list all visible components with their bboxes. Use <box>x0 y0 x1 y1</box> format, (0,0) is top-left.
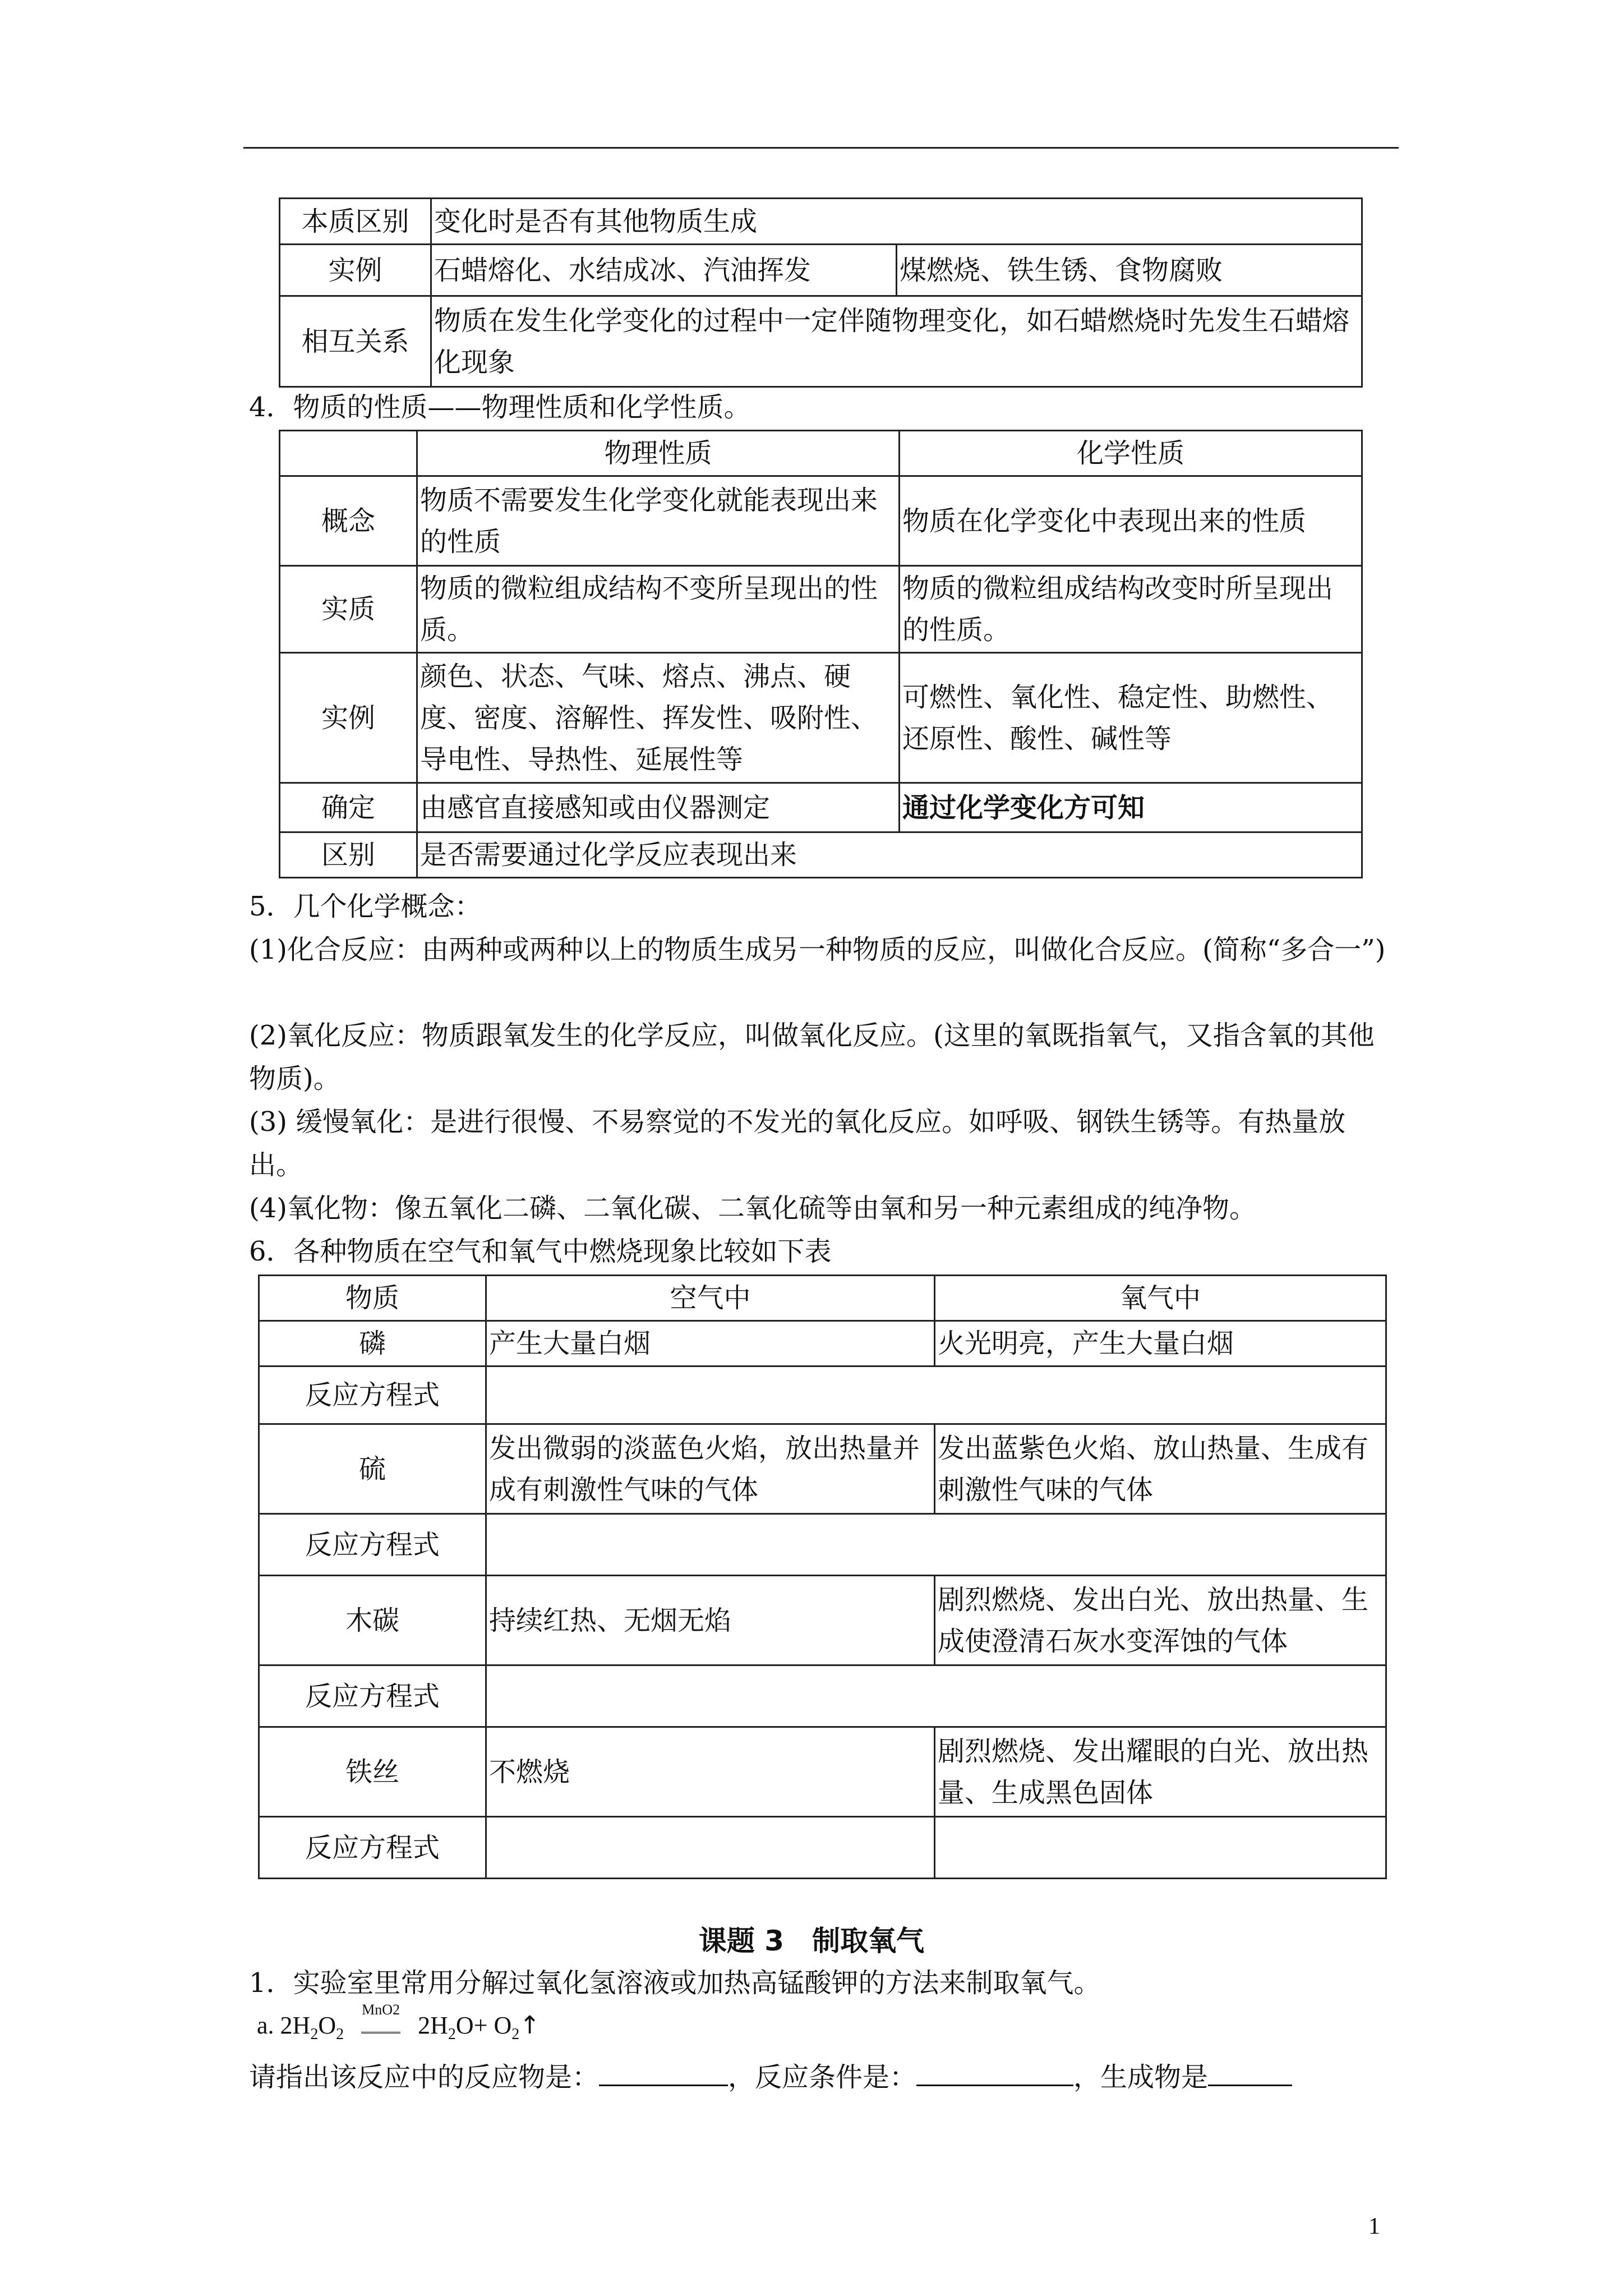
table-row-head: 实例 <box>280 653 417 783</box>
item-5-point-2: (2)氧化反应：物质跟氧发生的化学反应，叫做氧化反应。(这里的氧既指氧气，又指含氧的其他物质)。 <box>249 1020 1375 1094</box>
item-5-point-4: (4)氧化物：像五氧化二磷、二氧化碳、二氧化硫等由氧和另一种元素组成的纯净物。 <box>249 1193 1256 1224</box>
equation-blank-air[interactable] <box>486 1817 935 1879</box>
eq-sub: 2 <box>511 2025 520 2043</box>
table-header: 物理性质 <box>417 431 900 476</box>
table-cell: 物质的微粒组成结构不变所呈现出的性质。 <box>417 566 900 653</box>
eq-product-a: 2H <box>418 2012 448 2039</box>
item-5-point-1: (1)化合反应：由两种或两种以上的物质生成另一种物质的反应，叫做化合反应。(简称“多合一”) <box>249 934 1386 965</box>
substance-name: 硫 <box>259 1424 486 1514</box>
product-blank[interactable] <box>1208 2056 1292 2086</box>
table-cell: 变化时是否有其他物质生成 <box>431 199 1362 245</box>
item-6-title: 6．各种物质在空气和氧气中燃烧现象比较如下表 <box>249 1236 832 1267</box>
question-part-2: ，反应条件是： <box>728 2062 917 2093</box>
eq-sub: 2 <box>310 2025 319 2043</box>
changes-table <box>279 197 1363 388</box>
equation-label: 反应方程式 <box>259 1665 486 1727</box>
table-cell: 物质在化学变化中表现出来的性质 <box>900 476 1362 566</box>
table-cell: 通过化学变化方可知 <box>900 783 1362 832</box>
catalyst-label: MnO2 <box>362 2001 400 2018</box>
table-cell: 物质的微粒组成结构改变时所呈现出的性质。 <box>900 566 1362 653</box>
table-header: 空气中 <box>486 1276 935 1321</box>
table-row-head: 概念 <box>280 476 417 566</box>
oxygen-phenomenon: 剧烈燃烧、发出耀眼的白光、放出热量、生成黑色固体 <box>935 1727 1386 1817</box>
oxygen-phenomenon: 发出蓝紫色火焰、放山热量、生成有刺激性气味的气体 <box>935 1424 1386 1514</box>
equation-label: 反应方程式 <box>259 1817 486 1879</box>
air-phenomenon: 产生大量白烟 <box>486 1321 935 1366</box>
header-rule <box>243 147 1399 149</box>
combustion-table <box>258 1274 1387 1879</box>
equation-label: 反应方程式 <box>259 1514 486 1576</box>
eq-product-b: O+ O <box>455 2012 512 2039</box>
equation-label: 反应方程式 <box>259 1366 486 1424</box>
table-cell: 可燃性、氧化性、稳定性、助燃性、还原性、酸性、碱性等 <box>900 653 1362 783</box>
question-part-1: 请指出该反应中的反应物是： <box>249 2062 600 2093</box>
eq-sub: 2 <box>448 2025 456 2043</box>
table-cell: 由感官直接感知或由仪器测定 <box>417 783 900 832</box>
table-row-head: 本质区别 <box>280 199 431 245</box>
equation-blank[interactable] <box>486 1514 1386 1576</box>
table-row-head: 确定 <box>280 783 417 832</box>
substance-name: 磷 <box>259 1321 486 1366</box>
equation-blank-oxygen[interactable] <box>935 1817 1386 1879</box>
substance-name: 铁丝 <box>259 1727 486 1817</box>
equation-blank[interactable] <box>486 1366 1386 1424</box>
table-cell: 物质不需要发生化学变化就能表现出来的性质 <box>417 476 900 566</box>
substance-name: 木碳 <box>259 1576 486 1665</box>
section-title: 课题 3 制取氧气 <box>698 1925 925 1957</box>
table-header: 氧气中 <box>935 1276 1386 1321</box>
table-cell: 是否需要通过化学反应表现出来 <box>417 832 1362 878</box>
decomposition-equation <box>257 2001 541 2044</box>
table-row-head: 相互关系 <box>280 296 431 387</box>
table-row-head: 区别 <box>280 832 417 878</box>
properties-table <box>279 430 1363 878</box>
table-row-head: 实例 <box>280 245 431 296</box>
air-phenomenon: 不燃烧 <box>486 1727 935 1817</box>
table-header: 化学性质 <box>900 431 1362 476</box>
table-row-head: 实质 <box>280 566 417 653</box>
table-cell: 石蜡熔化、水结成冰、汽油挥发 <box>431 245 897 296</box>
condition-blank[interactable] <box>916 2056 1073 2086</box>
table-header <box>280 431 417 476</box>
table-header: 物质 <box>259 1276 486 1321</box>
reactant-blank[interactable] <box>599 2056 728 2086</box>
page-number: 1 <box>1368 2214 1380 2239</box>
section-point-1: 1．实验室里常用分解过氧化氢溶液或加热高锰酸钾的方法来制取氧气。 <box>249 1967 1101 1999</box>
question-line <box>249 2056 1427 2099</box>
catalyst-arrow <box>361 2001 400 2033</box>
gas-arrow-icon: ↑ <box>519 2011 541 2040</box>
air-phenomenon: 持续红热、无烟无焰 <box>486 1576 935 1665</box>
table-cell: 颜色、状态、气味、熔点、沸点、硬度、密度、溶解性、挥发性、吸附性、导电性、导热性、延展性等 <box>417 653 900 783</box>
item-4-title: 4．物质的性质——物理性质和化学性质。 <box>249 392 751 423</box>
air-phenomenon: 发出微弱的淡蓝色火焰，放出热量并成有刺激性气味的气体 <box>486 1424 935 1514</box>
eq-sub: 2 <box>336 2025 344 2043</box>
table-cell: 煤燃烧、铁生锈、食物腐败 <box>897 245 1362 296</box>
eq-prefix: a. 2H <box>257 2012 311 2039</box>
table-cell: 物质在发生化学变化的过程中一定伴随物理变化，如石蜡燃烧时先发生石蜡熔化现象 <box>431 296 1362 387</box>
equation-blank[interactable] <box>486 1665 1386 1727</box>
item-5-title: 5．几个化学概念： <box>249 891 482 922</box>
eq-o: O <box>318 2012 336 2039</box>
oxygen-phenomenon: 火光明亮，产生大量白烟 <box>935 1321 1386 1366</box>
question-part-3: ，生成物是 <box>1073 2062 1209 2093</box>
oxygen-phenomenon: 剧烈燃烧、发出白光、放出热量、生成使澄清石灰水变浑蚀的气体 <box>935 1576 1386 1665</box>
item-5-point-3: (3) 缓慢氧化：是进行很慢、不易察觉的不发光的氧化反应。如呼吸、钢铁生锈等。有热量放出。 <box>249 1106 1346 1181</box>
